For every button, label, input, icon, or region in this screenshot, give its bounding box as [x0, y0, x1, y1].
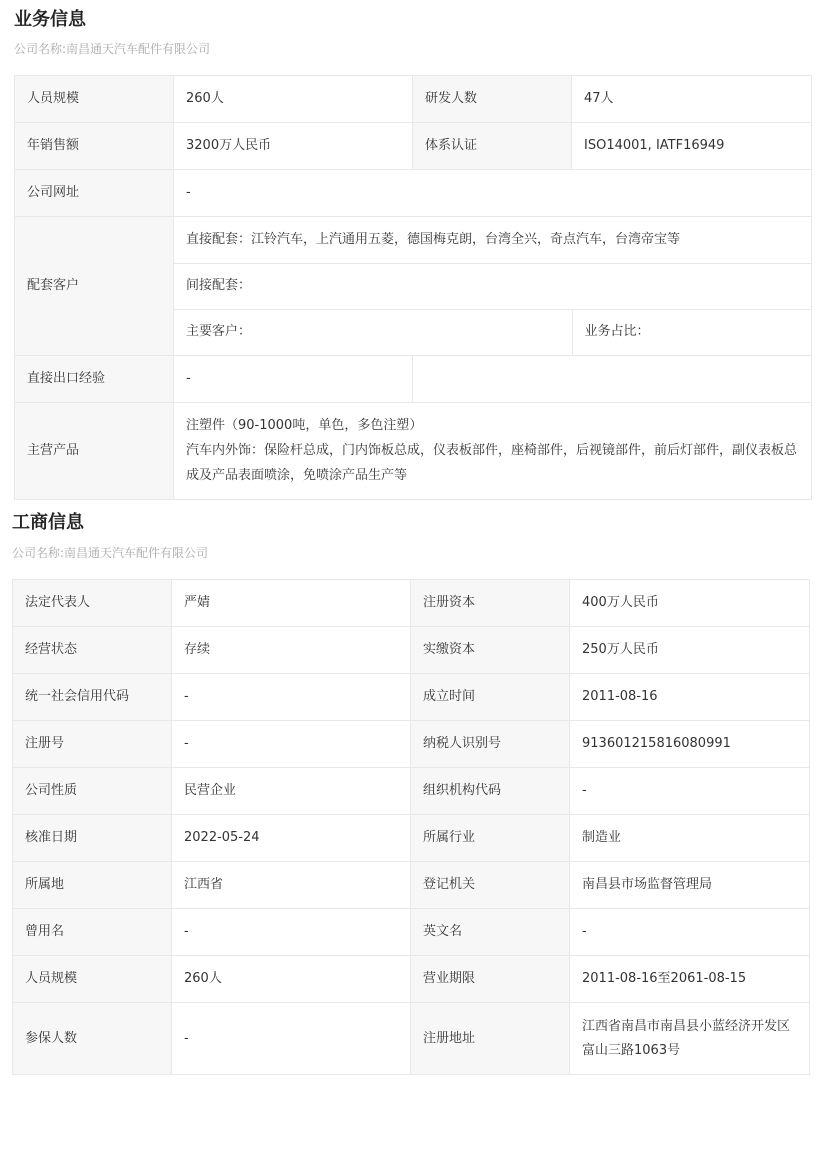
customers-cell: [174, 217, 812, 356]
website-label: 公司网址: [15, 170, 174, 217]
registered-address-label: 注册地址: [411, 1003, 570, 1075]
established-date-value: 2011-08-16: [570, 674, 810, 721]
registration-number-value: -: [172, 721, 411, 768]
taxpayer-id-value: 913601215816080991: [570, 721, 810, 768]
business-section-title: 业务信息: [14, 9, 86, 30]
business-term-label: 营业期限: [411, 956, 570, 1003]
english-name-label: 英文名: [411, 909, 570, 956]
table-row: [13, 768, 810, 815]
direct-supply-value: 直接配套：江铃汽车，上汽通用五菱，德国梅克朗，台湾全兴，奇点汽车，台湾帝宝等: [174, 217, 812, 263]
paid-capital-value: 250万人民币: [570, 627, 810, 674]
industry-label: 所属行业: [411, 815, 570, 862]
table-row: [13, 580, 810, 627]
former-name-label: 曾用名: [13, 909, 172, 956]
legal-representative-label: 法定代表人: [13, 580, 172, 627]
paid-capital-label: 实缴资本: [411, 627, 570, 674]
operating-status-value: 存续: [172, 627, 411, 674]
business-info-table: [14, 75, 812, 500]
staff-size-label: 人员规模: [13, 956, 172, 1003]
rd-staff-value: 47人: [572, 76, 812, 123]
legal-representative-value: 严婧: [172, 580, 411, 627]
main-products-line-1: 注塑件（90-1000吨，单色，多色注塑）: [186, 417, 423, 433]
english-name-value: -: [570, 909, 810, 956]
taxpayer-id-label: 纳税人识别号: [411, 721, 570, 768]
customers-label: 配套客户: [15, 217, 174, 356]
established-date-label: 成立时间: [411, 674, 570, 721]
industry-value: 制造业: [570, 815, 810, 862]
company-type-label: 公司性质: [13, 768, 172, 815]
table-row: [13, 909, 810, 956]
customers-subtable: [174, 217, 812, 355]
org-code-value: -: [570, 768, 810, 815]
export-experience-value: -: [174, 356, 413, 403]
registered-address-value: 江西省南昌市南昌县小蓝经济开发区富山三路1063号: [570, 1003, 810, 1075]
staff-size-value: 260人: [172, 956, 411, 1003]
business-term-value: 2011-08-16至2061-08-15: [570, 956, 810, 1003]
staff-size-value: 260人: [174, 76, 413, 123]
business-company-name: 公司名称:南昌通天汽车配件有限公司: [14, 42, 211, 56]
table-row: [13, 1003, 810, 1075]
approval-date-label: 核准日期: [13, 815, 172, 862]
table-row: [13, 956, 810, 1003]
main-products-label: 主营产品: [15, 403, 174, 500]
credit-code-value: -: [172, 674, 411, 721]
registration-number-label: 注册号: [13, 721, 172, 768]
empty-cell: [413, 356, 812, 403]
table-row: [13, 721, 810, 768]
table-row: [15, 217, 812, 356]
staff-size-label: 人员规模: [15, 76, 174, 123]
registration-authority-value: 南昌县市场监督管理局: [570, 862, 810, 909]
registration-authority-label: 登记机关: [411, 862, 570, 909]
export-experience-label: 直接出口经验: [15, 356, 174, 403]
main-products-value: [174, 403, 812, 500]
certification-value: ISO14001, IATF16949: [572, 123, 812, 170]
credit-code-label: 统一社会信用代码: [13, 674, 172, 721]
table-row: [13, 627, 810, 674]
table-row: [13, 815, 810, 862]
former-name-value: -: [172, 909, 411, 956]
registration-company-name: 公司名称:南昌通天汽车配件有限公司: [12, 546, 209, 560]
indirect-supply-value: 间接配套：: [174, 263, 812, 309]
main-customers-value: 主要客户：: [186, 324, 252, 340]
rd-staff-label: 研发人数: [413, 76, 572, 123]
table-row: [15, 170, 812, 217]
main-products-line-2: 汽车内外饰：保险杆总成，门内饰板总成，仪表板部件，座椅部件，后视镜部件，前后灯部件，副仪表板总成及产品表面喷涂，免喷涂产品生产等: [186, 442, 798, 483]
company-type-value: 民营企业: [172, 768, 411, 815]
table-row: [15, 403, 812, 500]
table-row: [13, 862, 810, 909]
table-row: [13, 674, 810, 721]
operating-status-label: 经营状态: [13, 627, 172, 674]
registered-capital-label: 注册资本: [411, 580, 570, 627]
registration-info-table: [12, 579, 810, 1075]
insured-count-value: -: [172, 1003, 411, 1075]
insured-count-label: 参保人数: [13, 1003, 172, 1075]
location-value: 江西省: [172, 862, 411, 909]
certification-label: 体系认证: [413, 123, 572, 170]
website-value: -: [174, 170, 812, 217]
table-row: [15, 356, 812, 403]
table-row: [15, 76, 812, 123]
org-code-label: 组织机构代码: [411, 768, 570, 815]
registration-section-title: 工商信息: [12, 512, 84, 533]
approval-date-value: 2022-05-24: [172, 815, 411, 862]
business-share-value: 业务占比：: [572, 309, 812, 355]
annual-sales-label: 年销售额: [15, 123, 174, 170]
annual-sales-value: 3200万人民币: [174, 123, 413, 170]
location-label: 所属地: [13, 862, 172, 909]
table-row: [15, 123, 812, 170]
registered-capital-value: 400万人民币: [570, 580, 810, 627]
